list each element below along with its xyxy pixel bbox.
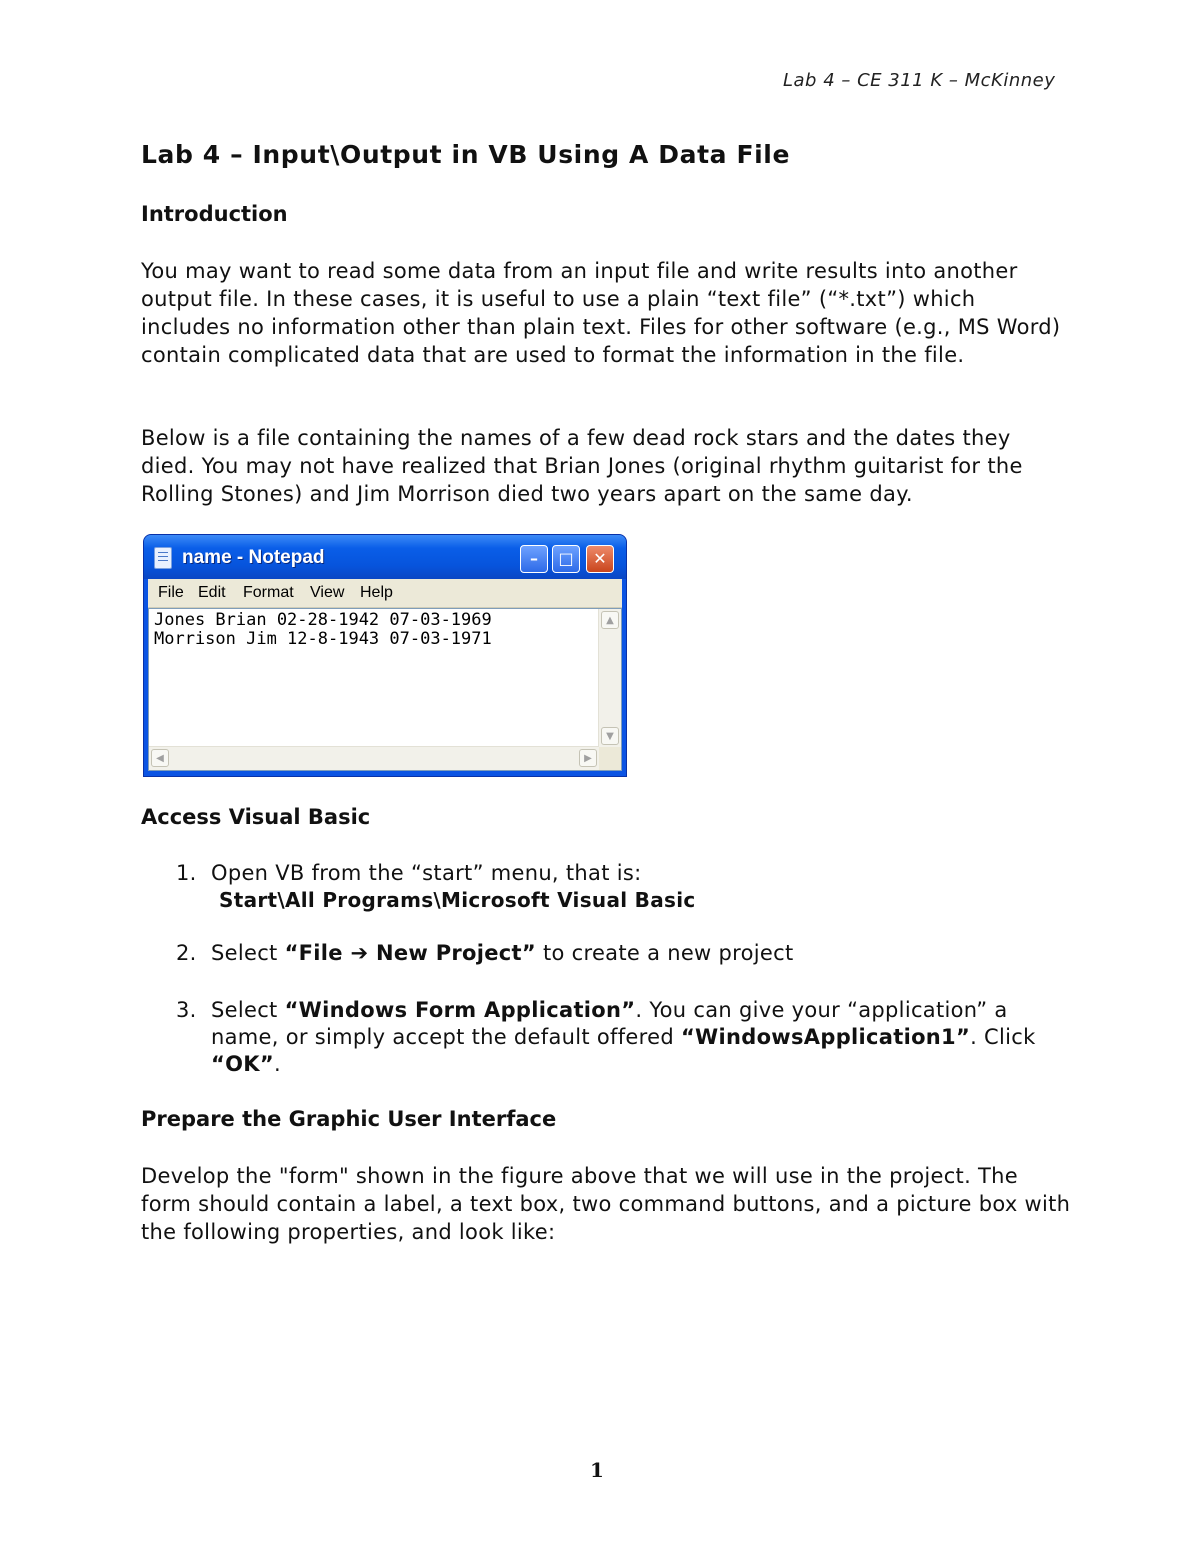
notepad-line-1: Jones Brian 02-28-1942 07-03-1969 [154,610,492,630]
introduction-paragraph-1 [141,257,1071,369]
resize-grip-icon[interactable] [599,747,621,770]
step-number: 3. [176,998,197,1022]
close-icon[interactable]: ✕ [586,545,614,573]
notepad-text-area[interactable] [148,608,622,771]
menu-edit[interactable]: Edit [198,584,226,601]
step-text [211,860,1051,914]
gui-paragraph [141,1162,1071,1246]
introduction-paragraph-2 [141,424,1071,508]
vertical-scrollbar[interactable] [598,609,621,747]
step-number: 2. [176,941,197,965]
step-3-mid2: . Click [970,1025,1036,1049]
menu-file[interactable]: File [158,584,184,601]
scroll-up-icon[interactable]: ▲ [601,611,619,629]
page-number: 1 [590,1458,604,1482]
menu-help[interactable]: Help [360,584,393,601]
step-1-text: Open VB from the “start” menu, that is: [211,861,642,885]
introduction-heading: Introduction [141,202,288,226]
step-3-post: . [273,1052,281,1076]
notepad-content [154,611,492,649]
maximize-icon[interactable]: □ [552,545,580,573]
step-text [211,997,1051,1078]
intro-p1-text: You may want to read some data from an input file and write results into another output file. In these cases, it is useful to use a plain “text file” (“*.txt”) which includes no information other than plain text. Files for other software (e.g., MS Word) contain complicated data that are used to format the information in the file. [141,259,1061,367]
page-header: Lab 4 – CE 311 K – McKinney [783,70,1056,91]
step-2-bold: “File ➔ New Project” [284,941,536,965]
notepad-titlebar [144,535,626,579]
step-3-bold: “Windows Form Application” [284,998,636,1022]
scroll-left-icon[interactable]: ◀ [151,749,169,767]
notepad-title: name - Notepad [182,547,325,568]
intro-p2-text: Below is a file containing the names of a few dead rock stars and the dates they died. You may not have realized that Brian Jones (original rhythm guitarist for the Rolling Stones) and Jim Morrison died two years apart on the same day. [141,426,1023,506]
scroll-down-icon[interactable]: ▼ [601,727,619,745]
step-1-path: Start\All Programs\Microsoft Visual Basic [219,888,696,912]
document-title: Lab 4 – Input\Output in VB Using A Data File [141,140,791,169]
access-vb-heading: Access Visual Basic [141,805,371,829]
menu-view[interactable]: View [310,584,345,601]
step-2-post: to create a new project [536,941,794,965]
menu-format[interactable]: Format [243,584,294,601]
step-2-pre: Select [211,941,285,965]
notepad-icon [154,547,172,569]
step-text [211,940,1051,967]
scroll-right-icon[interactable]: ▶ [579,749,597,767]
step-3-pre: Select [211,998,285,1022]
step-3-bold3: “OK” [211,1052,274,1076]
minimize-icon[interactable]: – [520,545,548,573]
step-3-mid: . You can give your “application” a name, or simply accept the default offered [211,998,1008,1049]
step-3-bold2: “WindowsApplication1” [680,1025,971,1049]
gui-p-text: Develop the "form" shown in the figure above that we will use in the project. The form should contain a label, a text box, two command buttons, and a picture box with the following properties, and look like: [141,1164,1071,1244]
notepad-window [143,534,627,777]
gui-heading: Prepare the Graphic User Interface [141,1107,557,1131]
horizontal-scrollbar[interactable] [149,746,599,770]
notepad-menubar [148,579,622,608]
notepad-line-2: Morrison Jim 12-8-1943 07-03-1971 [154,629,492,649]
step-number: 1. [176,861,197,885]
